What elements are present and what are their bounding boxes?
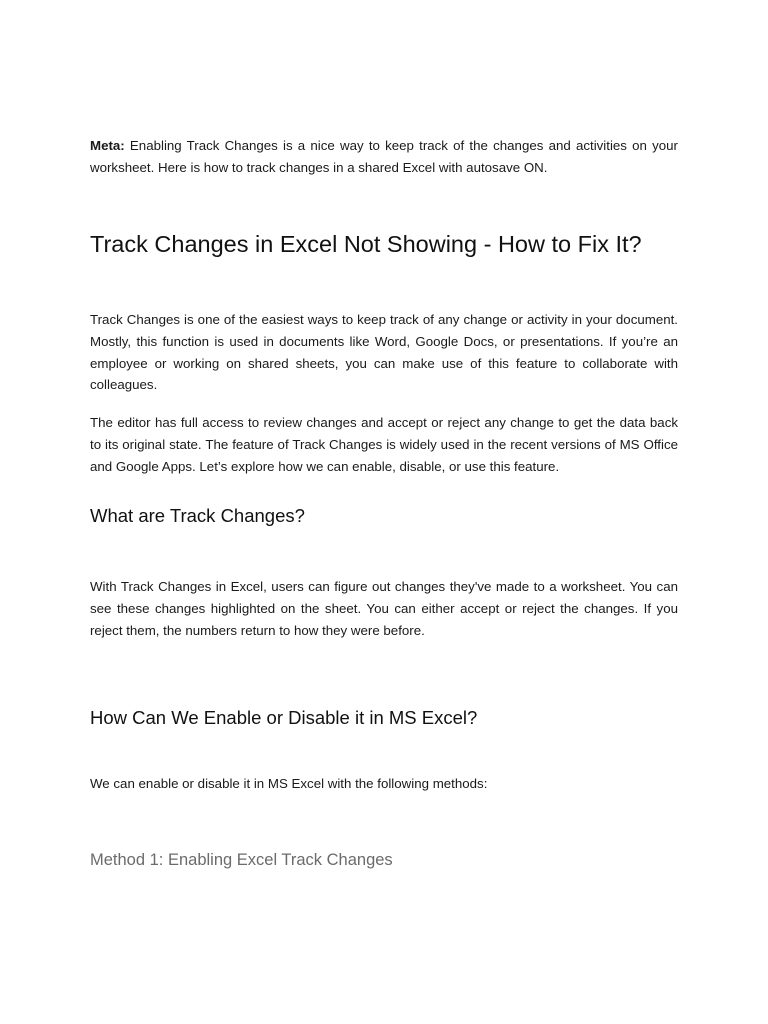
intro-paragraph-2: The editor has full access to review changes and accept or reject any change to get the data back to its original state. The feature of Track Changes is widely used in the recent versions of MS Office and Google Apps. Let’s explore how we can enable, disable, or use this feature.	[90, 415, 678, 474]
meta-paragraph	[90, 135, 678, 179]
heading-what-are-track-changes: What are Track Changes?	[90, 505, 305, 526]
intro-paragraph-1: Track Changes is one of the easiest ways to keep track of any change or activity in your document. Mostly, this function is used in documents like Word, Google Docs, or presentations. If you’re an employee or working on shared sheets, you can make use of this feature to collaborate with colleagues.	[90, 312, 678, 393]
meta-label: Meta:	[90, 138, 125, 153]
heading-method-1: Method 1: Enabling Excel Track Changes	[90, 851, 393, 869]
meta-text: Enabling Track Changes is a nice way to keep track of the changes and activities on your worksheet. Here is how to track changes in a shared Excel with autosave ON.	[90, 138, 678, 175]
heading-enable-disable: How Can We Enable or Disable it in MS Excel?	[90, 707, 478, 728]
what-paragraph: With Track Changes in Excel, users can figure out changes they've made to a worksheet. You can see these changes highlighted on the sheet. You can either accept or reject the changes. If you reject them, the numbers return to how they were before.	[90, 579, 678, 638]
how-paragraph: We can enable or disable it in MS Excel with the following methods:	[90, 776, 488, 791]
page-title: Track Changes in Excel Not Showing - How to Fix It?	[90, 231, 642, 257]
